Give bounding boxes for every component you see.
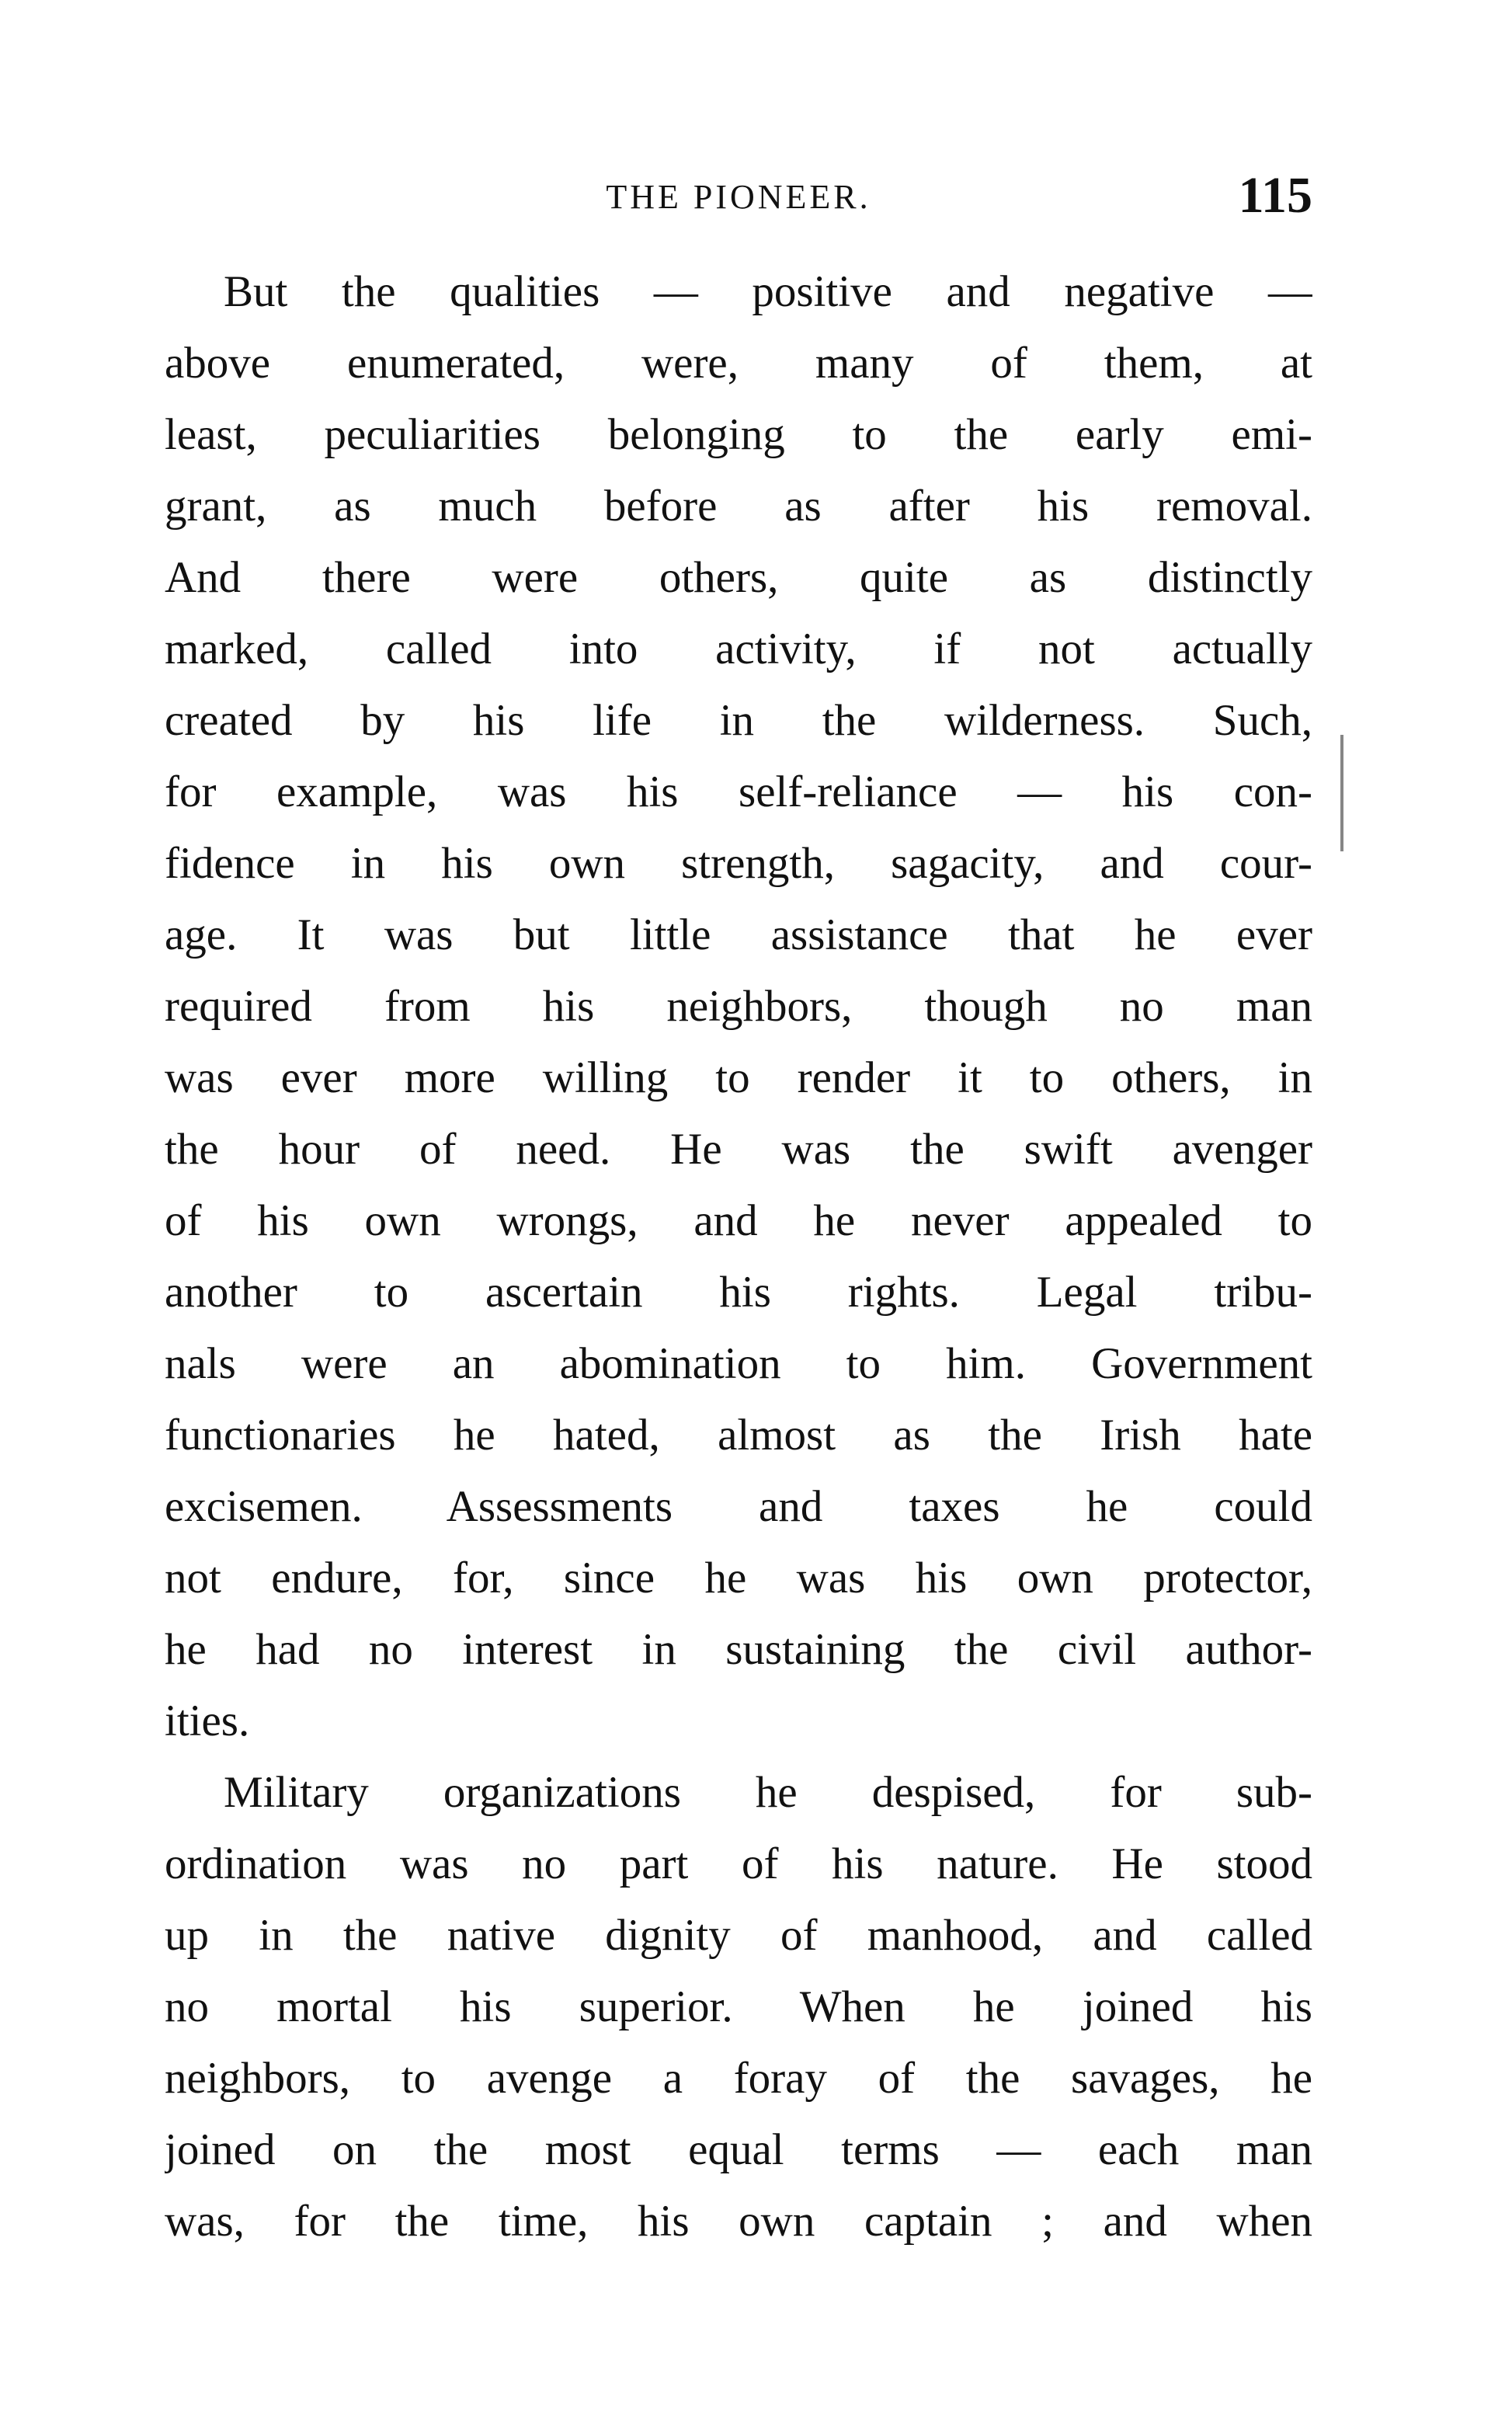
page-number: 115: [1238, 167, 1312, 224]
text-line: up in the native dignity of manhood, and called: [165, 1911, 1312, 1960]
text-line: functionaries he hated, almost as the Irish hate: [165, 1411, 1312, 1460]
text-line: for example, was his self-reliance — his con-: [165, 767, 1312, 816]
text-line: no mortal his superior. When he joined his: [165, 1982, 1312, 2031]
text-line: joined on the most equal terms — each man: [165, 2125, 1312, 2174]
text-line: fidence in his own strength, sagacity, and cour-: [165, 839, 1312, 888]
text-line: ordination was no part of his nature. He stood: [165, 1839, 1312, 1888]
text-line: neighbors, to avenge a foray of the savages, he: [165, 2054, 1312, 2103]
text-line: least, peculiarities belonging to the early emi-: [165, 410, 1312, 459]
text-line: But the qualities — positive and negative —: [224, 267, 1312, 316]
text-line: And there were others, quite as distinctly: [165, 553, 1312, 602]
paragraph-2: [165, 1757, 1312, 2257]
text-line: nals were an abomination to him. Government: [165, 1339, 1312, 1388]
text-line: age. It was but little assistance that he ever: [165, 910, 1312, 959]
text-line: was ever more willing to render it to others, in: [165, 1053, 1312, 1102]
text-line: excisemen. Assessments and taxes he could: [165, 1482, 1312, 1531]
text-line: was, for the time, his own captain ; and when: [165, 2197, 1312, 2246]
text-line: above enumerated, were, many of them, at: [165, 339, 1312, 388]
body-text: [165, 256, 1312, 2257]
running-head: [165, 167, 1312, 235]
text-line: the hour of need. He was the swift avenger: [165, 1125, 1312, 1174]
running-title: THE PIONEER.: [606, 178, 871, 216]
text-line: ities.: [165, 1696, 250, 1745]
text-line: grant, as much before as after his removal.: [165, 482, 1312, 531]
text-line: Military organizations he despised, for sub-: [224, 1768, 1312, 1817]
text-line: he had no interest in sustaining the civil author-: [165, 1625, 1312, 1674]
text-line: marked, called into activity, if not actually: [165, 625, 1312, 673]
text-line: another to ascertain his rights. Legal tribu-: [165, 1268, 1312, 1317]
text-line: of his own wrongs, and he never appealed to: [165, 1196, 1312, 1245]
text-line: required from his neighbors, though no man: [165, 982, 1312, 1031]
text-line: created by his life in the wilderness. Such,: [165, 696, 1312, 745]
paragraph-1: [165, 256, 1312, 1757]
text-line: not endure, for, since he was his own protector,: [165, 1554, 1312, 1602]
margin-pencil-mark: [1340, 735, 1343, 851]
